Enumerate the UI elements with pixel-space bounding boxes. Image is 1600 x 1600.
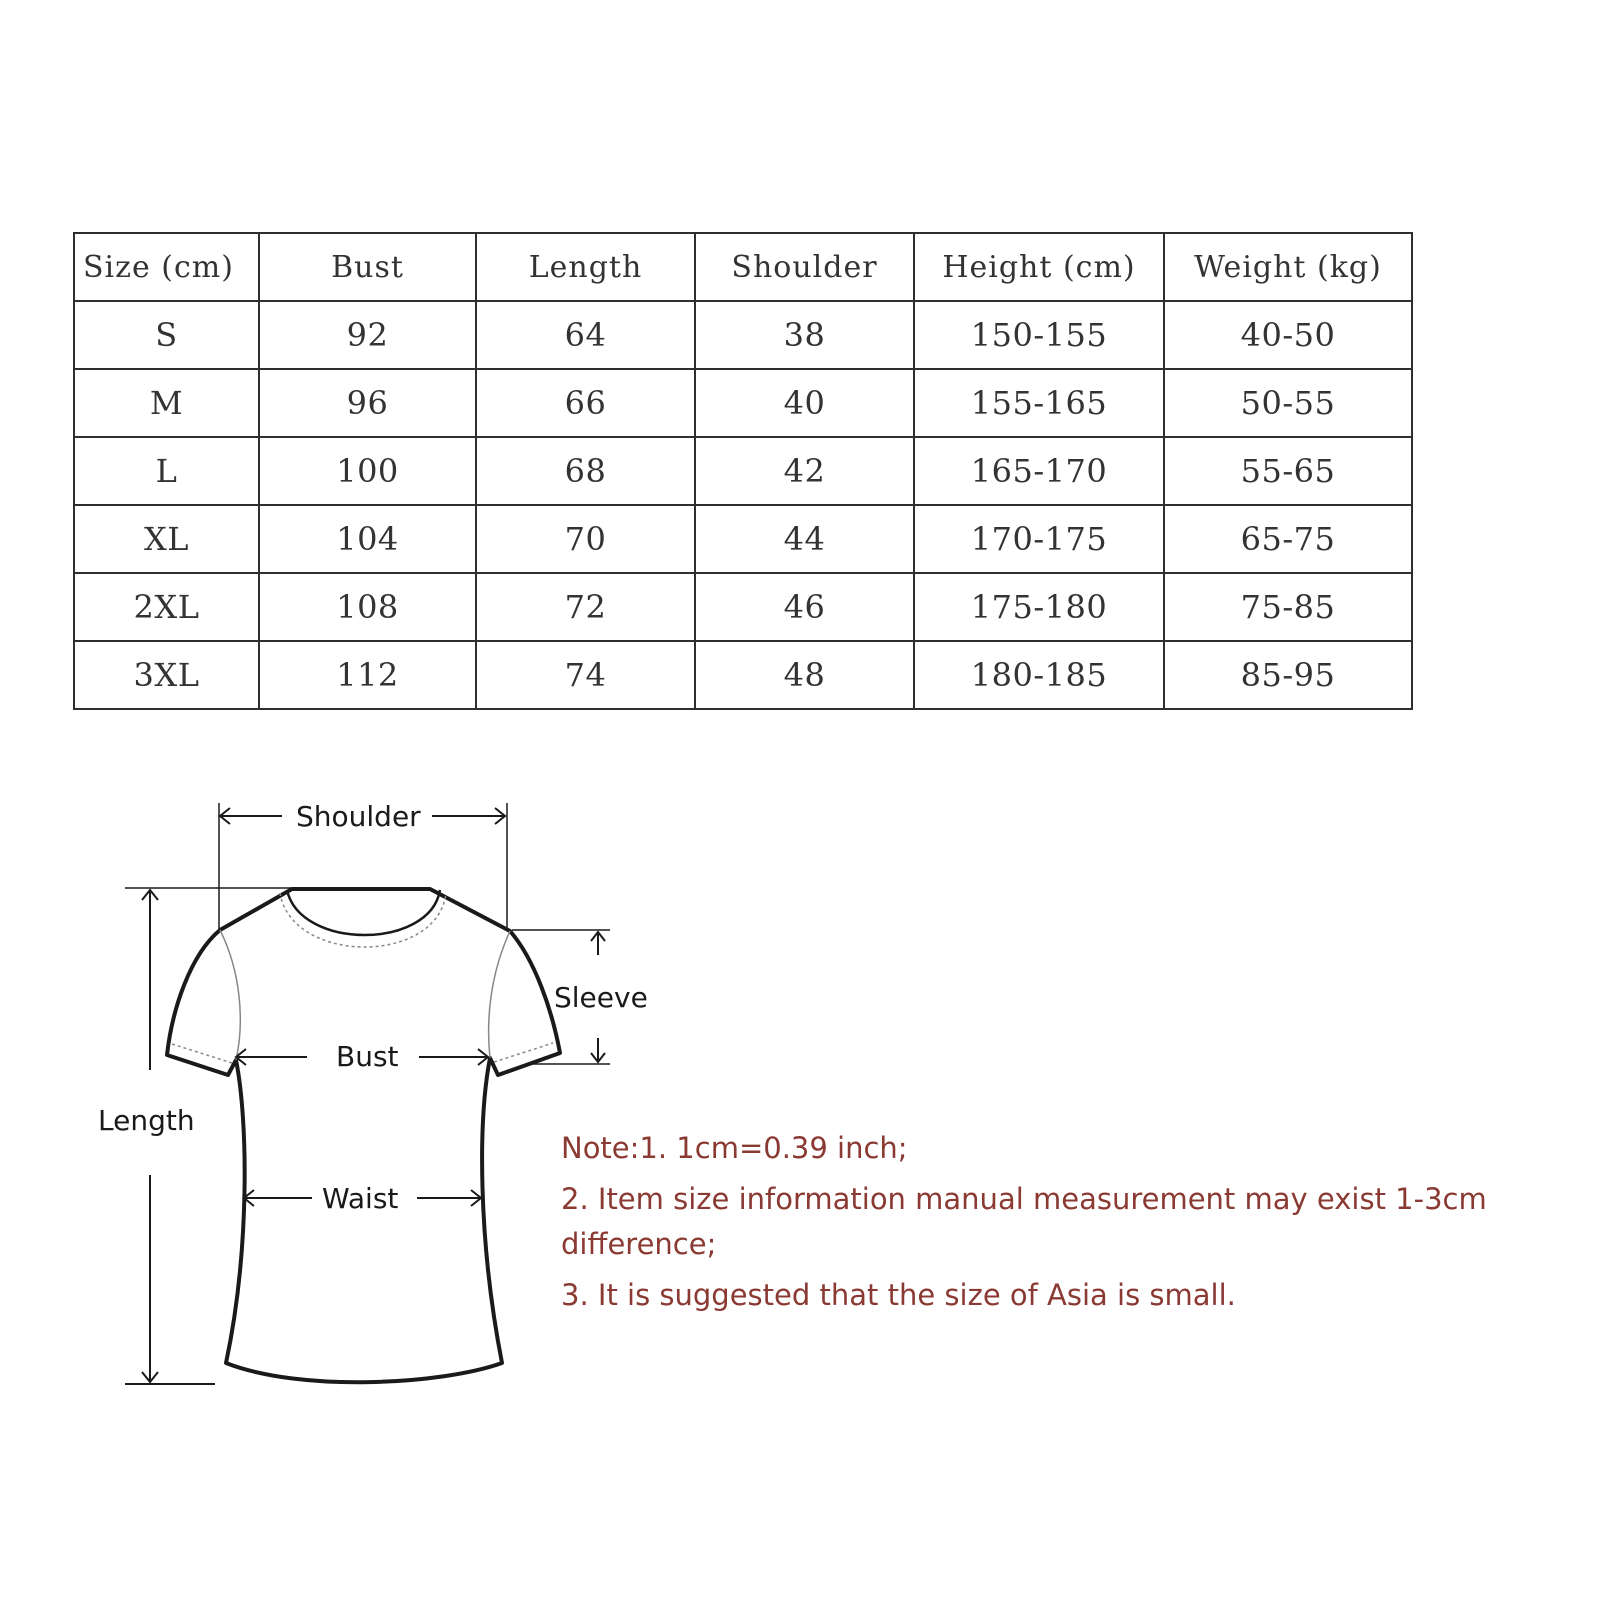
cell-bust: 112 xyxy=(259,641,476,709)
cell-length: 74 xyxy=(476,641,695,709)
header-size: Size (cm) xyxy=(74,233,259,301)
cell-weight: 55-65 xyxy=(1164,437,1412,505)
cell-height: 150-155 xyxy=(914,301,1164,369)
header-height: Height (cm) xyxy=(914,233,1164,301)
header-length: Length xyxy=(476,233,695,301)
table-header-row xyxy=(74,233,1412,301)
cell-size: 2XL xyxy=(74,573,259,641)
cell-weight: 75-85 xyxy=(1164,573,1412,641)
label-shoulder: Shoulder xyxy=(296,800,421,833)
cell-shoulder: 48 xyxy=(695,641,914,709)
label-bust: Bust xyxy=(336,1040,399,1073)
cell-size: M xyxy=(74,369,259,437)
table-row xyxy=(74,573,1412,641)
cell-height: 165-170 xyxy=(914,437,1164,505)
cell-size: L xyxy=(74,437,259,505)
cell-size: XL xyxy=(74,505,259,573)
cell-shoulder: 46 xyxy=(695,573,914,641)
size-notes xyxy=(561,1126,1561,1324)
cell-length: 70 xyxy=(476,505,695,573)
label-waist: Waist xyxy=(322,1182,399,1215)
cell-weight: 85-95 xyxy=(1164,641,1412,709)
cell-height: 155-165 xyxy=(914,369,1164,437)
cell-height: 170-175 xyxy=(914,505,1164,573)
note-line-2: 2. Item size information manual measurement may exist 1-3cm difference; xyxy=(561,1182,1487,1261)
cell-size: S xyxy=(74,301,259,369)
note-line-1: Note:1. 1cm=0.39 inch; xyxy=(561,1131,908,1165)
cell-shoulder: 44 xyxy=(695,505,914,573)
table-row xyxy=(74,369,1412,437)
header-weight: Weight (kg) xyxy=(1164,233,1412,301)
table-row xyxy=(74,301,1412,369)
table-row xyxy=(74,641,1412,709)
cell-weight: 40-50 xyxy=(1164,301,1412,369)
table-row xyxy=(74,437,1412,505)
cell-shoulder: 42 xyxy=(695,437,914,505)
cell-shoulder: 40 xyxy=(695,369,914,437)
tshirt-outline xyxy=(167,889,560,1382)
cell-bust: 108 xyxy=(259,573,476,641)
cell-bust: 92 xyxy=(259,301,476,369)
label-sleeve: Sleeve xyxy=(554,981,648,1014)
cell-size: 3XL xyxy=(74,641,259,709)
cell-weight: 50-55 xyxy=(1164,369,1412,437)
cell-bust: 100 xyxy=(259,437,476,505)
cell-length: 66 xyxy=(476,369,695,437)
label-length: Length xyxy=(98,1104,195,1137)
cell-length: 64 xyxy=(476,301,695,369)
cell-length: 72 xyxy=(476,573,695,641)
cell-height: 175-180 xyxy=(914,573,1164,641)
size-chart-table xyxy=(73,232,1413,710)
cell-bust: 96 xyxy=(259,369,476,437)
header-bust: Bust xyxy=(259,233,476,301)
cell-height: 180-185 xyxy=(914,641,1164,709)
cell-bust: 104 xyxy=(259,505,476,573)
cell-length: 68 xyxy=(476,437,695,505)
note-line-3: 3. It is suggested that the size of Asia is small. xyxy=(561,1278,1236,1312)
cell-shoulder: 38 xyxy=(695,301,914,369)
cell-weight: 65-75 xyxy=(1164,505,1412,573)
table-row xyxy=(74,505,1412,573)
header-shoulder: Shoulder xyxy=(695,233,914,301)
